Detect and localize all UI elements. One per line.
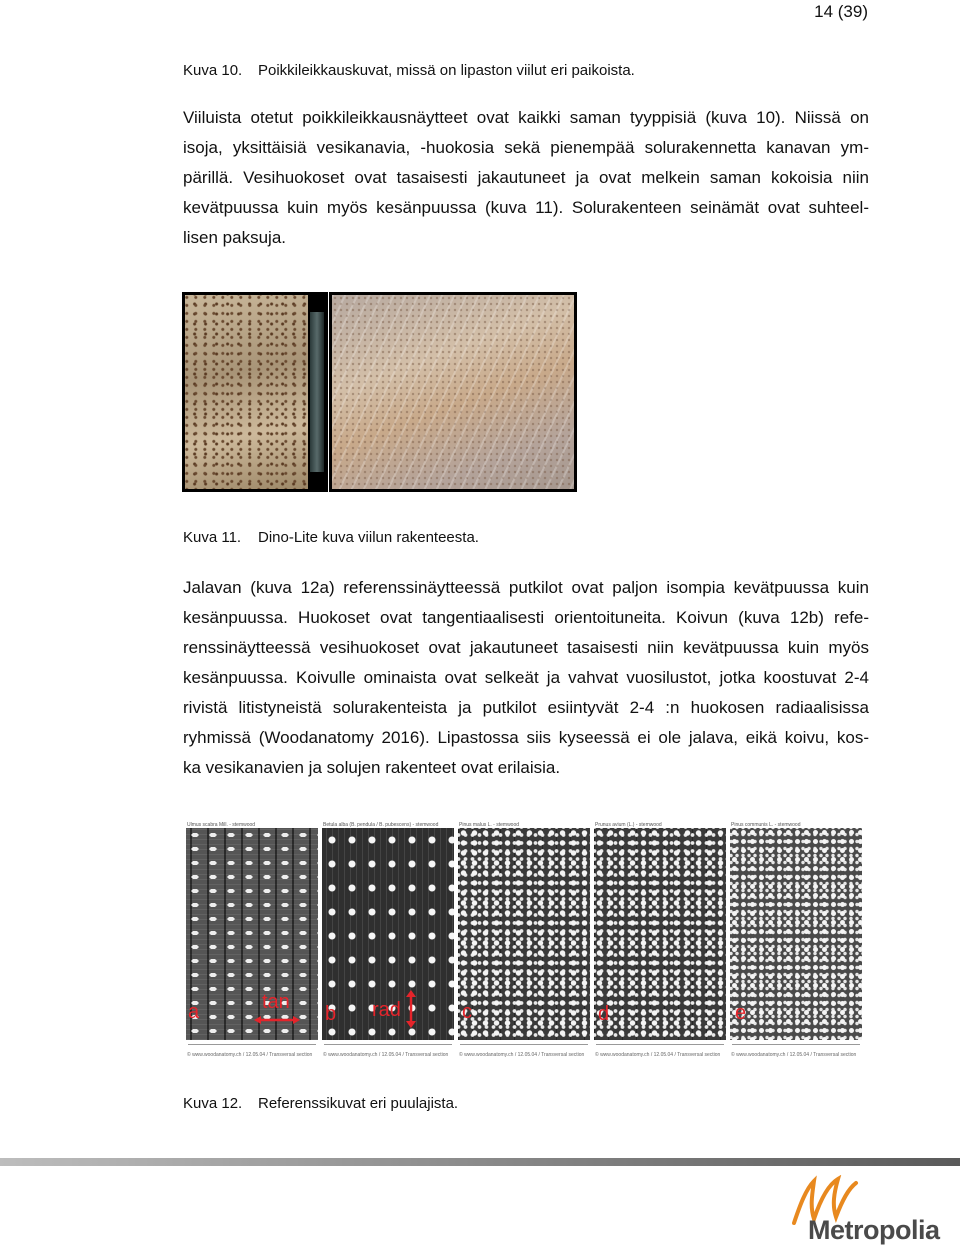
reference-micrograph-d: [592, 820, 728, 1060]
figure-10-caption: [183, 62, 635, 79]
scale-bar: [732, 1044, 860, 1049]
figure-12-caption: [183, 1095, 458, 1112]
reference-micrograph-c: [456, 820, 592, 1060]
panel-title: Pinus communis L. - stemwood: [731, 822, 801, 828]
paragraph-2: [183, 573, 869, 783]
panel-title: Betula alba (B. pendula / B. pubescens) - stemwood: [323, 822, 439, 828]
tangential-arrow-icon: [254, 1015, 300, 1025]
micrograph-image: [594, 828, 726, 1040]
panel-title: Pinus malus L. - stemwood: [459, 822, 520, 828]
paragraph-2-line: Jalavan (kuva 12a) referenssinäytteessä putkilot ovat paljon isompia kevätpuussa kuin: [183, 578, 869, 597]
dino-lite-photo-surface: [329, 292, 577, 492]
radial-arrow-icon: [405, 990, 417, 1028]
figure-12-text: Referenssikuvat eri puulajista.: [258, 1095, 459, 1112]
dino-lite-photo-cross-section: [182, 292, 328, 492]
panel-footer: © www.woodanatomy.ch / 12.05.04 / Transversal section: [187, 1052, 313, 1058]
paragraph-2-line: ka vesikanavien ja solujen rakenteet ovat erilaisia.: [183, 758, 561, 777]
micrograph-image: [186, 828, 318, 1040]
tangential-label: tan: [262, 991, 290, 1013]
figure-10-number: Kuva 10.: [183, 62, 243, 79]
scale-bar: [596, 1044, 724, 1049]
paragraph-1-line: lisen paksuja.: [183, 228, 287, 247]
reference-micrograph-e: [728, 820, 864, 1060]
paragraph-1-line: pärillä. Vesihuokoset ovat tasaisesti jakautuneet ja ovat melkein saman kokoisia niin: [183, 168, 869, 187]
paragraph-1-line: isoja, yksittäisiä vesikanavia, -huokosia sekä pienempää solurakennetta kanavan ym-: [183, 138, 869, 157]
micrograph-image: [730, 828, 862, 1040]
panel-label-d: d: [598, 1003, 610, 1025]
figure-11-caption: [183, 529, 479, 546]
paragraph-2-line: renssinäytteessä vesihuokoset ovat jakautuneet tasaisesti niin kevätpuussa kuin myös: [183, 638, 869, 657]
panel-title: Prunus avium (L.) - stemwood: [595, 822, 662, 828]
figure-10-text: Poikkileikkauskuvat, missä on lipaston viilut eri paikoista.: [258, 62, 635, 79]
figure-11-text: Dino-Lite kuva viilun rakenteesta.: [258, 529, 479, 546]
paragraph-1: [183, 103, 869, 253]
panel-footer: © www.woodanatomy.ch / 12.05.04 / Transversal section: [459, 1052, 585, 1058]
paragraph-2-line: kesänpuussa. Koivulle ominaista ovat selkeät ja vahvat vuosilustot, jotka koostuvat 2-4: [183, 668, 869, 687]
footer-rule: [0, 1158, 960, 1166]
paragraph-1-line: Viiluista otetut poikkileikkausnäytteet ovat kaikki saman tyyppisiä (kuva 10). Niissä on: [183, 108, 869, 127]
figure-12-number: Kuva 12.: [183, 1095, 243, 1112]
panel-label-b: b: [325, 1003, 337, 1025]
panel-label-a: a: [188, 1001, 200, 1023]
paragraph-2-line: ryhmissä (Woodanatomy 2016). Lipastossa siis kyseessä ei ole jalava, eikä koivu, kos-: [183, 728, 869, 747]
scale-bar: [188, 1044, 316, 1049]
page-number: 14 (39): [814, 2, 868, 21]
panel-title: Ulmus scabra Mill. - stemwood: [187, 822, 256, 828]
radial-label: rad: [372, 999, 401, 1021]
scale-bar: [324, 1044, 452, 1049]
panel-label-e: e: [735, 1002, 747, 1024]
wood-texture: [185, 295, 308, 489]
panel-footer: © www.woodanatomy.ch / 12.05.04 / Transversal section: [731, 1052, 857, 1058]
wood-texture: [332, 295, 574, 489]
veneer-edge: [310, 312, 324, 472]
panel-footer: © www.woodanatomy.ch / 12.05.04 / Transversal section: [323, 1052, 449, 1058]
micrograph-image: [458, 828, 590, 1040]
metropolia-logo-text: Metropolia: [808, 1215, 940, 1245]
paragraph-1-line: kevätpuussa kuin myös kesänpuussa (kuva 11). Solurakenteen seinämät ovat suhteel-: [183, 198, 869, 217]
reference-micrograph-b: [320, 820, 456, 1060]
paragraph-2-line: kesänpuussa. Huokoset ovat tangentiaalisesti orientoituneita. Koivun (kuva 12b) refe-: [183, 608, 869, 627]
paragraph-2-line: rivistä litistyneistä solurakenteista ja putkilot esiintyvät 2-4 :n huokosen radiaalisissa: [183, 698, 869, 717]
panel-label-c: c: [462, 1001, 472, 1023]
figure-11-number: Kuva 11.: [183, 529, 242, 546]
panel-footer: © www.woodanatomy.ch / 12.05.04 / Transversal section: [595, 1052, 721, 1058]
scale-bar: [460, 1044, 588, 1049]
